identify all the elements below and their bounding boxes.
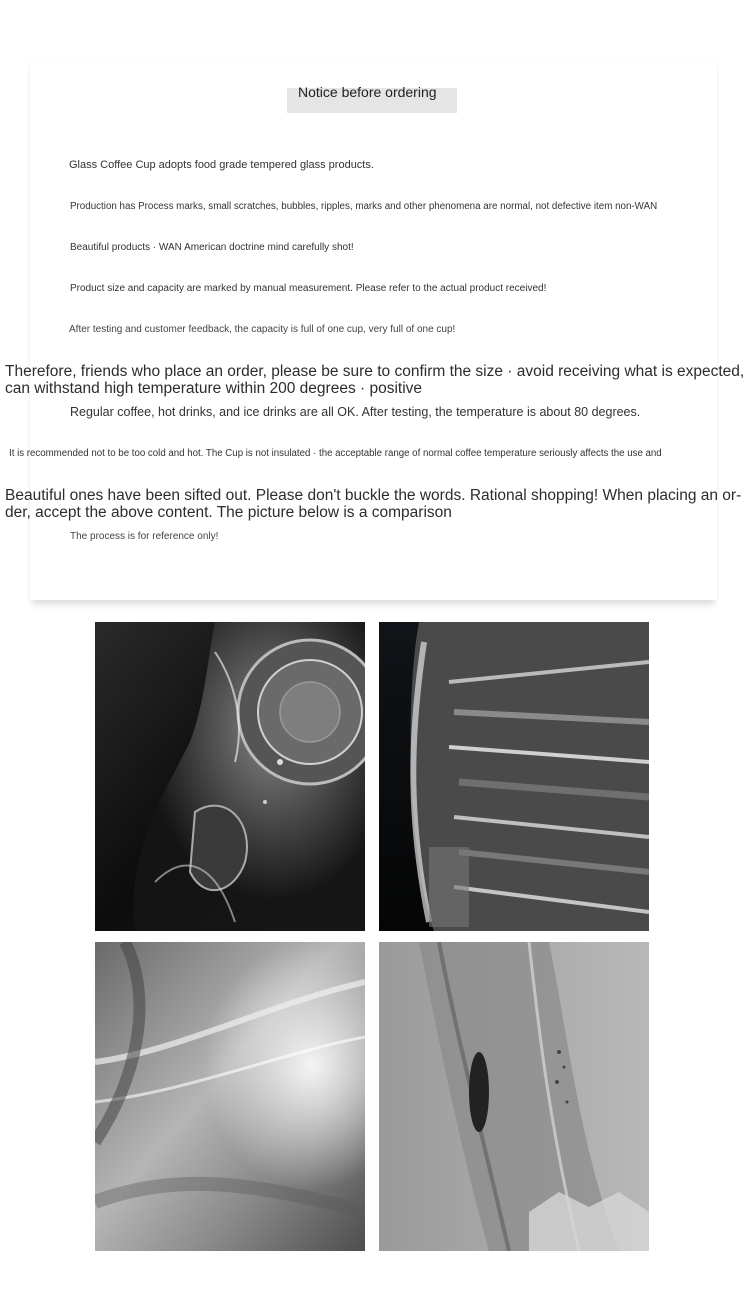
notice-line-6: Therefore, friends who place an order, please be sure to confirm the size · avoid receiving what is expected, can withstand high temperature within 200 degrees · positive <box>5 363 745 397</box>
notice-line-8: It is recommended not to be too cold and hot. The Cup is not insulated · the acceptable range of normal coffee temperature seriously affects the use and <box>9 448 662 459</box>
notice-title: Notice before ordering <box>298 84 437 100</box>
glass-surface-reflection-photo <box>95 942 365 1251</box>
notice-line-7: Regular coffee, hot drinks, and ice drinks are all OK. After testing, the temperature is about 80 degrees. <box>70 405 641 419</box>
glass-cup-ridged-side-photo <box>379 622 649 931</box>
glass-cup-bubbles-closeup-photo <box>379 942 649 1251</box>
notice-line-5: After testing and customer feedback, the capacity is full of one cup, very full of one cup! <box>69 324 456 335</box>
notice-line-2: Production has Process marks, small scratches, bubbles, ripples, marks and other phenomena are normal, not defective item non-WAN <box>70 201 658 212</box>
glass-cup-bottom-embossed-photo <box>95 622 365 931</box>
notice-line-3: Beautiful products · WAN American doctrine mind carefully shot! <box>70 242 354 253</box>
notice-line-1: Glass Coffee Cup adopts food grade tempered glass products. <box>69 159 374 171</box>
notice-line-4: Product size and capacity are marked by manual measurement. Please refer to the actual product received! <box>70 283 547 294</box>
notice-line-10: The process is for reference only! <box>70 531 219 542</box>
notice-line-9: Beautiful ones have been sifted out. Please don't buckle the words. Rational shopping! When placing an or- der, accept the above content. The picture below is a comparison <box>5 487 742 521</box>
